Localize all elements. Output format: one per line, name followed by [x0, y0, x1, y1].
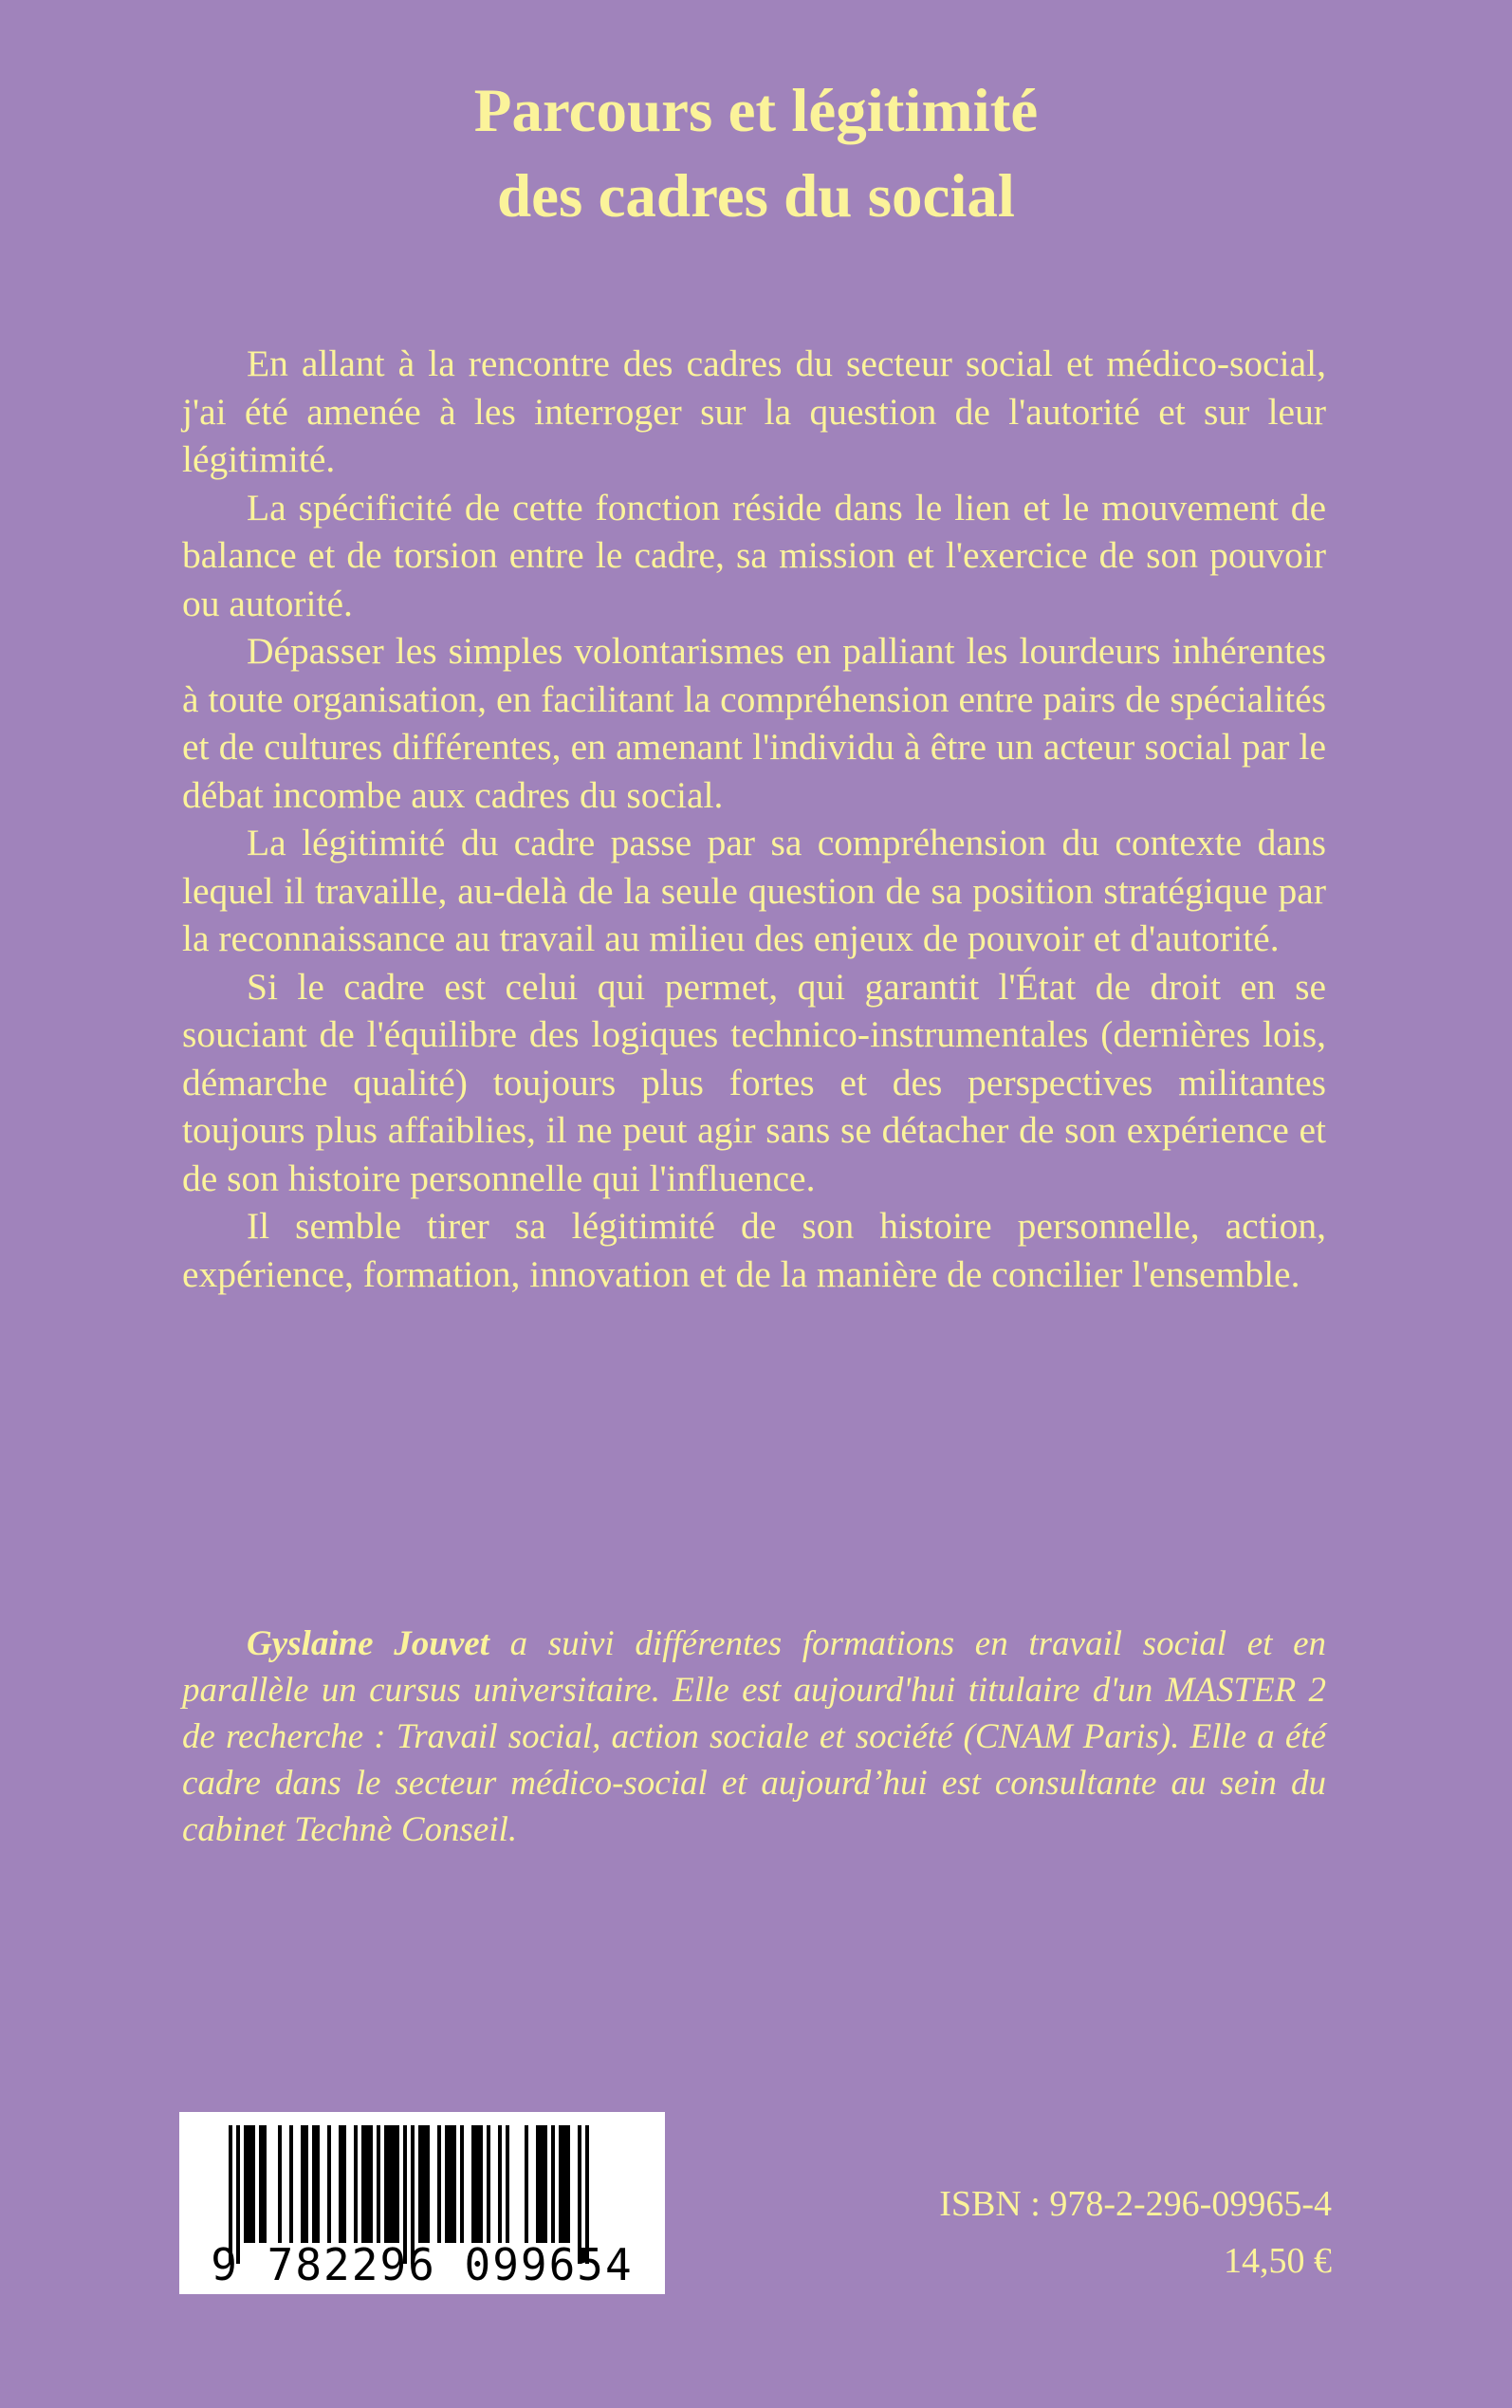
barcode-bar	[316, 2125, 320, 2243]
barcode-bar	[392, 2125, 396, 2243]
barcode-bar	[342, 2125, 346, 2243]
barcode-bar	[301, 2125, 304, 2243]
author-bio-text: a suivi différentes formations en travail social et en parallèle un cursus universitaire. Elle est aujourd'hui titulaire d'un MASTER 2 de recherche : Travail social, action sociale et société (CNAM Paris). Elle a été cadre dans le secteur médico-social et aujourd’hui est consultante au sein du cabinet Technè Conseil.	[182, 1624, 1326, 1849]
barcode-bar	[536, 2125, 540, 2243]
barcode-bar	[479, 2125, 483, 2243]
barcode-bar	[437, 2125, 441, 2243]
barcode-bar	[248, 2125, 251, 2243]
barcode-bar	[388, 2125, 392, 2243]
blurb-paragraph: La spécificité de cette fonction réside dans le lien et le mouvement de balance et de torsion entre le cadre, sa mission et l'exercice de son pouvoir ou autorité.	[182, 486, 1326, 624]
barcode-bar	[354, 2125, 358, 2243]
barcode-bar	[422, 2125, 426, 2243]
barcode-bar	[396, 2125, 399, 2243]
barcode-bar	[278, 2125, 282, 2243]
book-title	[0, 68, 1512, 239]
author-name: Gyslaine Jouvet	[247, 1624, 489, 1663]
blurb-paragraph: Il semble tirer sa légitimité de son histoire personnelle, action, expérience, formation, innovation et de la manière de concilier l'ensemble.	[182, 1205, 1326, 1295]
barcode-bar	[475, 2125, 479, 2243]
barcode-bar	[471, 2125, 475, 2243]
barcode-bar	[327, 2125, 331, 2243]
blurb-paragraph: En allant à la rencontre des cadres du secteur social et médico-social, j'ai été amenée à les interroger sur la question de l'autorité et sur leur légitimité.	[182, 343, 1326, 480]
barcode-bar	[365, 2125, 369, 2243]
barcode-bar	[369, 2125, 373, 2243]
barcode-digits: 9 782296 099654	[211, 2239, 634, 2290]
barcode-bar	[289, 2125, 293, 2243]
barcode-bar	[418, 2125, 422, 2243]
barcode-bar	[544, 2125, 547, 2243]
barcode-bar	[498, 2125, 502, 2243]
barcode-bar	[460, 2125, 464, 2243]
barcode-bar	[259, 2125, 263, 2243]
barcode-bar	[339, 2125, 342, 2243]
barcode-bar	[384, 2125, 388, 2243]
barcode-bar	[244, 2125, 248, 2243]
barcode-bar	[312, 2125, 316, 2243]
blurb-paragraph: Si le cadre est celui qui permet, qui garantit l'État de droit en se souciant de l'équilibre des logiques technico-instrumentales (dernières lois, démarche qualité) toujours plus fortes et des perspectives militantes toujours plus affaiblies, il ne peut agir sans se détacher de son expérience et de son histoire personnelle qui l'influence.	[182, 965, 1326, 1199]
blurb-paragraph: Dépasser les simples volontarismes en palliant les lourdeurs inhérentes à toute organisation, en facilitant la compréhension entre pairs de spécialités et de cultures différentes, en amenant l'individu à être un acteur social par le débat incombe aux cadres du social.	[182, 630, 1326, 816]
isbn: ISBN : 978-2-296-09965-4	[939, 2184, 1332, 2224]
price: 14,50 €	[1224, 2241, 1332, 2281]
blurb-paragraph: La légitimité du cadre passe par sa compréhension du contexte dans lequel il travaille, au-delà de la seule question de sa position stratégique par la reconnaissance au travail au milieu des enjeux de pouvoir et d'autorité.	[182, 822, 1326, 959]
barcode-bar	[487, 2125, 490, 2243]
barcode-bar	[506, 2125, 509, 2243]
barcode	[179, 2112, 665, 2294]
barcode-bar	[377, 2125, 380, 2243]
barcode-bar	[562, 2125, 566, 2243]
barcode-bar	[551, 2125, 555, 2243]
barcode-bar	[566, 2125, 570, 2243]
barcode-bar	[263, 2125, 267, 2243]
barcode-bar	[361, 2125, 365, 2243]
barcode-bar	[304, 2125, 308, 2243]
title-line-2: des cadres du social	[497, 162, 1015, 231]
author-bio	[182, 1621, 1326, 1853]
barcode-bar	[452, 2125, 456, 2243]
title-line-1: Parcours et légitimité	[473, 77, 1039, 145]
author-bio-paragraph	[182, 1621, 1326, 1853]
barcode-bar	[426, 2125, 430, 2243]
barcode-bar	[445, 2125, 449, 2243]
barcode-bar	[559, 2125, 562, 2243]
barcode-bar	[525, 2125, 528, 2243]
blurb	[182, 340, 1326, 1298]
barcode-bar	[449, 2125, 452, 2243]
barcode-bar	[251, 2125, 255, 2243]
barcode-bar	[540, 2125, 544, 2243]
